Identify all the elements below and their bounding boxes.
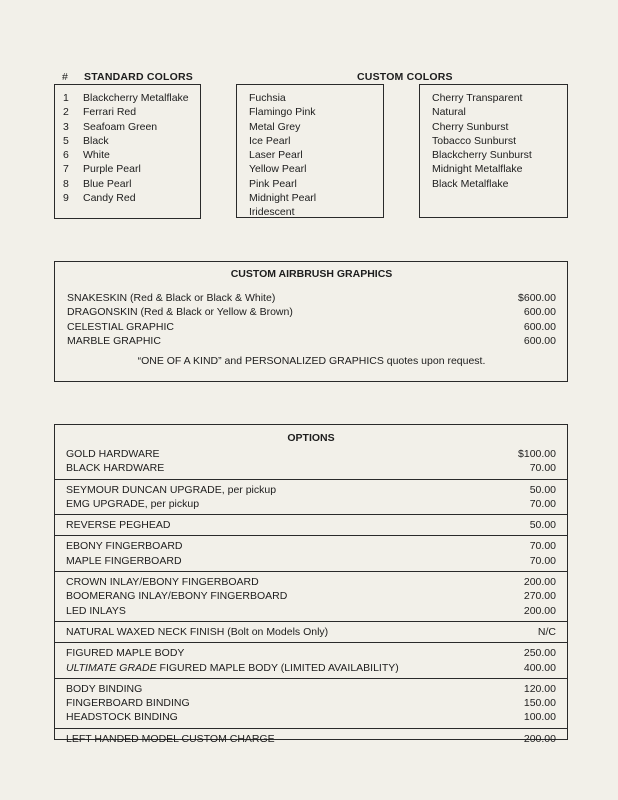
option-row	[66, 554, 556, 568]
custom-colors-list-2	[432, 91, 567, 191]
option-row	[66, 710, 556, 724]
option-label: LEFT HANDED MODEL CUSTOM CHARGE	[66, 732, 275, 745]
standard-color-item	[63, 148, 200, 162]
option-label-italic: ULTIMATE GRADE	[66, 661, 157, 674]
airbrush-graphic-price: 600.00	[523, 306, 556, 319]
standard-color-number: 1	[63, 92, 69, 104]
option-label: MAPLE FINGERBOARD	[66, 554, 182, 567]
standard-color-name: Blackcherry Metalflake	[83, 92, 189, 104]
options-group	[55, 446, 567, 480]
airbrush-graphics-title: CUSTOM AIRBRUSH GRAPHICS	[230, 268, 393, 280]
standard-color-name: Seafoam Green	[83, 120, 158, 133]
option-label: SEYMOUR DUNCAN UPGRADE, per pickup	[66, 483, 277, 496]
custom-colors-heading: CUSTOM COLORS	[357, 71, 453, 83]
option-label	[66, 661, 399, 675]
option-price: 70.00	[529, 540, 556, 553]
standard-color-name: Blue Pearl	[83, 177, 132, 190]
standard-color-item	[63, 91, 200, 105]
option-label: FINGERBOARD BINDING	[66, 697, 190, 710]
standard-color-name: Candy Red	[83, 192, 136, 205]
option-price: 200.00	[523, 576, 556, 589]
option-row	[66, 483, 556, 497]
number-column-header: #	[62, 71, 69, 83]
custom-color-item: Fuchsia	[249, 92, 286, 104]
airbrush-graphic-row	[67, 291, 556, 305]
custom-color-item: Tobacco Sunburst	[432, 134, 517, 147]
airbrush-graphic-row	[67, 334, 556, 348]
option-price: 50.00	[529, 519, 556, 532]
option-row	[66, 539, 556, 553]
standard-color-item	[63, 105, 200, 119]
option-label: NATURAL WAXED NECK FINISH (Bolt on Models Only)	[66, 625, 329, 638]
option-price: 200.00	[523, 732, 556, 745]
option-price: 400.00	[523, 661, 556, 674]
custom-color-item: Midnight Metalflake	[432, 163, 523, 176]
option-label: LED INLAYS	[66, 604, 126, 617]
custom-color-item: Metal Grey	[249, 120, 301, 133]
custom-color-item: Flamingo Pink	[249, 106, 316, 119]
option-price: 150.00	[523, 697, 556, 710]
options-group	[55, 679, 567, 729]
option-price: 70.00	[529, 462, 556, 475]
option-price: 270.00	[523, 590, 556, 603]
option-price: 50.00	[529, 483, 556, 496]
option-label: EBONY FINGERBOARD	[66, 540, 183, 553]
custom-color-item: Laser Pearl	[249, 149, 303, 162]
standard-colors-list	[63, 91, 200, 205]
option-row	[66, 461, 556, 475]
option-row	[66, 732, 556, 746]
option-price: N/C	[537, 625, 556, 638]
options-group	[55, 729, 567, 749]
custom-color-item: Blackcherry Sunburst	[432, 149, 532, 162]
standard-colors-heading: STANDARD COLORS	[84, 71, 193, 83]
airbrush-graphic-label: DRAGONSKIN (Red & Black or Yellow & Brown)	[67, 306, 293, 319]
airbrush-graphic-label: SNAKESKIN (Red & Black or Black & White)	[67, 292, 276, 304]
custom-color-item: Pink Pearl	[249, 177, 297, 190]
airbrush-graphic-label: CELESTIAL GRAPHIC	[67, 320, 174, 333]
custom-color-item: Yellow Pearl	[249, 163, 307, 176]
standard-color-number: 6	[63, 149, 69, 162]
option-price: 120.00	[523, 682, 556, 695]
option-label: EMG UPGRADE, per pickup	[66, 497, 200, 510]
custom-colors-list-1	[249, 91, 383, 220]
standard-color-name: Black	[83, 134, 109, 147]
option-row	[66, 682, 556, 696]
airbrush-graphic-label: MARBLE GRAPHIC	[67, 334, 161, 347]
option-label-text: FIGURED MAPLE BODY (LIMITED AVAILABILITY)	[156, 661, 399, 674]
option-row	[66, 575, 556, 589]
custom-colors-box-1	[236, 84, 384, 218]
airbrush-graphics-box	[54, 261, 568, 382]
option-row	[66, 447, 556, 461]
option-price: $100.00	[518, 448, 556, 460]
standard-color-name: White	[83, 149, 110, 162]
standard-color-item	[63, 191, 200, 205]
option-row	[66, 646, 556, 660]
custom-color-item: Cherry Transparent	[432, 92, 523, 104]
option-label: BLACK HARDWARE	[66, 462, 165, 475]
option-row	[66, 518, 556, 532]
custom-color-item: Black Metalflake	[432, 177, 509, 190]
standard-color-number: 5	[63, 134, 69, 147]
custom-color-item: Iridescent	[249, 206, 295, 219]
standard-colors-box	[54, 84, 201, 219]
option-price: 100.00	[523, 711, 556, 724]
options-title: OPTIONS	[287, 432, 335, 444]
standard-color-item	[63, 120, 200, 134]
standard-color-number: 8	[63, 177, 69, 190]
option-label: CROWN INLAY/EBONY FINGERBOARD	[66, 576, 259, 589]
custom-color-item: Midnight Pearl	[249, 192, 317, 205]
option-row	[66, 604, 556, 618]
option-label: FIGURED MAPLE BODY	[66, 647, 185, 660]
option-price: 70.00	[529, 554, 556, 567]
options-group	[55, 515, 567, 536]
standard-color-number: 3	[63, 120, 69, 133]
standard-color-name: Purple Pearl	[83, 163, 141, 176]
option-price: 250.00	[523, 647, 556, 660]
option-label: HEADSTOCK BINDING	[66, 711, 178, 724]
option-row	[66, 661, 556, 675]
option-row	[66, 589, 556, 603]
options-groups	[55, 446, 567, 749]
options-group	[55, 536, 567, 572]
airbrush-graphics-list	[67, 291, 556, 348]
options-group	[55, 480, 567, 516]
airbrush-graphic-price: 600.00	[523, 320, 556, 333]
airbrush-graphic-price: $600.00	[518, 292, 556, 304]
airbrush-note: “ONE OF A KIND” and PERSONALIZED GRAPHICS quotes upon request.	[137, 355, 486, 368]
option-price: 200.00	[523, 604, 556, 617]
standard-color-number: 9	[63, 192, 69, 205]
airbrush-graphic-row	[67, 320, 556, 334]
standard-color-item	[63, 134, 200, 148]
airbrush-graphic-row	[67, 305, 556, 319]
options-group	[55, 643, 567, 679]
standard-color-number: 7	[63, 163, 69, 176]
option-row	[66, 625, 556, 639]
standard-color-name: Ferrari Red	[83, 106, 137, 119]
option-label: GOLD HARDWARE	[66, 448, 160, 460]
option-row	[66, 696, 556, 710]
option-price: 70.00	[529, 497, 556, 510]
airbrush-graphic-price: 600.00	[523, 334, 556, 347]
standard-color-item	[63, 162, 200, 176]
custom-color-item: Natural	[432, 106, 466, 119]
standard-color-item	[63, 177, 200, 191]
option-label: BODY BINDING	[66, 682, 143, 695]
option-row	[66, 497, 556, 511]
option-label: BOOMERANG INLAY/EBONY FINGERBOARD	[66, 590, 288, 603]
options-box	[54, 424, 568, 745]
custom-colors-box-2	[419, 84, 568, 218]
custom-color-item: Ice Pearl	[249, 134, 291, 147]
standard-color-number: 2	[63, 106, 69, 119]
options-group	[55, 572, 567, 622]
options-group	[55, 622, 567, 643]
option-label: REVERSE PEGHEAD	[66, 519, 171, 532]
custom-color-item: Cherry Sunburst	[432, 120, 509, 133]
